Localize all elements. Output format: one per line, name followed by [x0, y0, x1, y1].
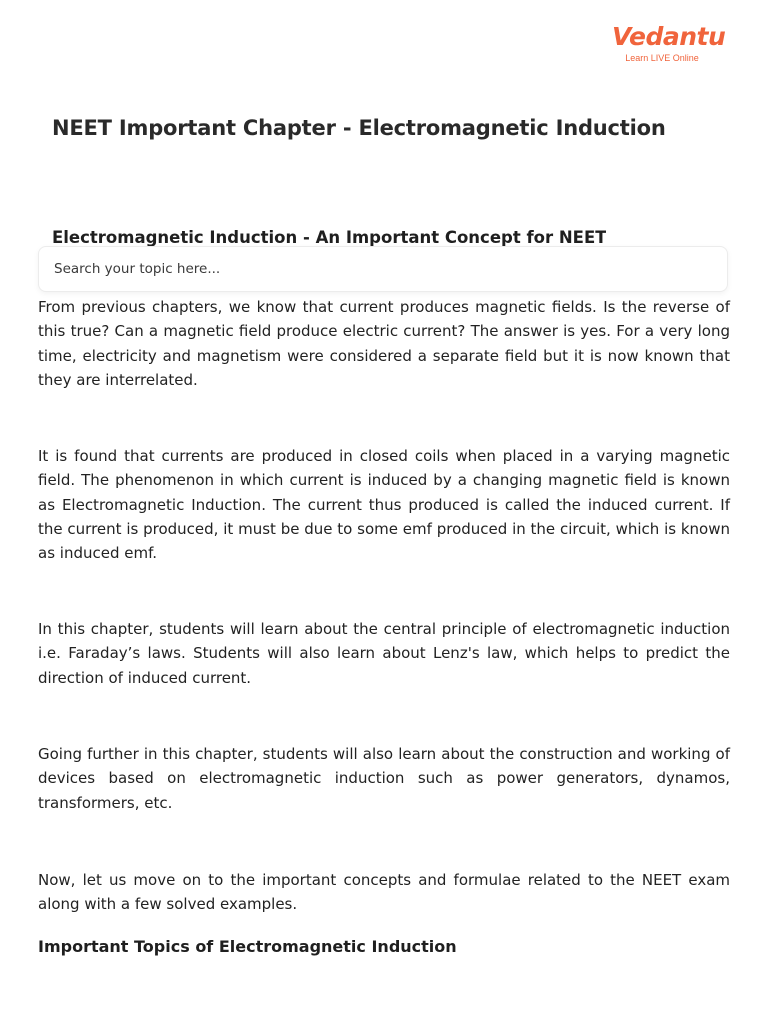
- logo-wordmark: Vedantu: [612, 22, 726, 51]
- paragraph: Now, let us move on to the important concepts and formulae related to the NEET exam along with a few solved examples.: [38, 871, 730, 914]
- logo-tagline: Learn LIVE Online: [625, 53, 699, 63]
- paragraph: It is found that currents are produced in closed coils when placed in a varying magnetic field. The phenomenon in which current is induced by a changing magnetic field is known as Electromagnetic Induction. The current thus produced is called the induced current. If the current is produced, it must be due to some emf produced in the circuit, which is known as induced emf.: [38, 447, 730, 563]
- page-title: NEET Important Chapter - Electromagnetic Induction: [52, 116, 666, 140]
- search-input[interactable]: [39, 247, 727, 291]
- paragraph: From previous chapters, we know that current produces magnetic fields. Is the reverse of this true? Can a magnetic field produce electric current? The answer is yes. For a very long time, electricity and magnetism were considered a separate field but it is now known that they are interrelated.: [38, 298, 730, 389]
- paragraph: In this chapter, students will learn about the central principle of electromagnetic induction i.e. Faraday’s laws. Students will also learn about Lenz's law, which helps to predict the direction of induced current.: [38, 620, 730, 687]
- paragraph: Going further in this chapter, students will also learn about the construction and working of devices based on electromagnetic induction such as power generators, dynamos, transformers, etc.: [38, 745, 730, 812]
- vedantu-logo[interactable]: [612, 22, 726, 63]
- section-title: Electromagnetic Induction - An Important Concept for NEET: [52, 228, 607, 246]
- topics-heading: Important Topics of Electromagnetic Induction: [38, 937, 457, 956]
- search-box: [38, 246, 728, 292]
